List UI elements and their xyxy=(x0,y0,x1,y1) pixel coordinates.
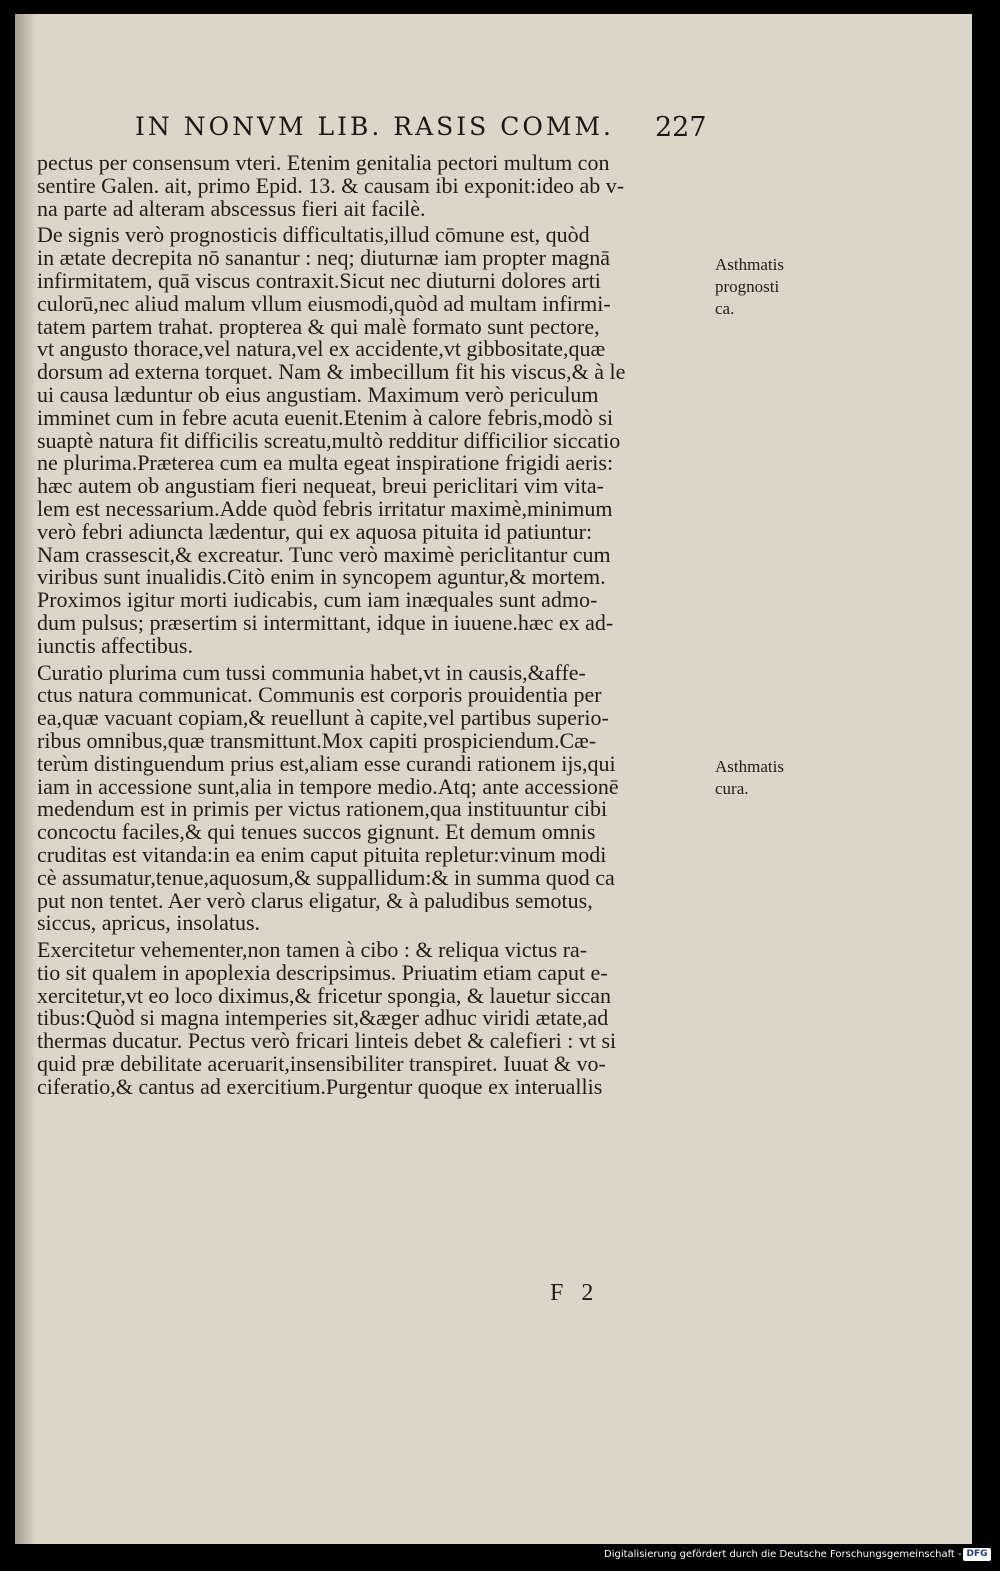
margin-note-cura xyxy=(715,756,825,800)
margin-note-line: prognosti xyxy=(715,277,780,296)
text-line: iunctis affectibus. xyxy=(37,634,193,658)
text-line: Curatio plurima cum tussi communia habet,vt in causis,&affe- xyxy=(37,661,586,685)
text-line: infirmitatem, quā viscus contraxit.Sicut nec diuturni dolores arti xyxy=(37,269,601,293)
text-line: dum pulsus; præsertim si intermittant, idque in iuuene.hæc ex ad- xyxy=(37,611,614,635)
text-line: De signis verò prognosticis difficultatis,illud cōmune est, quòd xyxy=(37,224,590,248)
text-line: pectus per consensum vteri. Etenim genitalia pectori multum con xyxy=(37,152,610,175)
margin-note-line: Asthmatis xyxy=(715,255,784,274)
text-line: ctus natura communicat. Communis est corporis prouidentia per xyxy=(37,684,602,708)
text-line: sentire Galen. ait, primo Epid. 13. & causam ibi exponit:ideo ab v- xyxy=(37,174,625,198)
text-line: hæc autem ob angustiam fieri nequeat, breui periclitari vim vita- xyxy=(37,475,604,498)
text-line: imminet cum in febre acuta euenit.Etenim à calore febris,modò si xyxy=(37,406,614,430)
text-line: ui causa læduntur ob eius angustiam. Maximum verò periculum xyxy=(37,383,599,407)
text-line: tibus:Quòd si magna intemperies sit,&æger adhuc viridi ætate,ad xyxy=(37,1007,609,1031)
text-line: iam in accessione sunt,alia in tempore medio.Atq; ante accessionē xyxy=(37,775,619,799)
digitization-credit: Digitalisierung gefördert durch die Deutsche Forschungsgemeinschaft - xyxy=(604,1549,962,1560)
text-line: concoctu faciles,& qui tenues succos gignunt. Et demum omnis xyxy=(37,821,596,844)
text-line: Nam crassescit,& excreatur. Tunc verò maximè periclitantur cum xyxy=(37,543,611,567)
text-line: terùm distinguendum prius est,aliam esse curandi rationem ijs,qui xyxy=(37,752,616,776)
book-page xyxy=(15,14,972,1544)
text-line: viribus sunt inualidis.Citò enim in syncopem aguntur,& mortem. xyxy=(37,566,606,590)
text-line: ciferatio,& cantus ad exercitium.Purgentur quoque ex interuallis xyxy=(37,1075,603,1099)
text-line: Proximos igitur morti iudicabis, cum iam inæquales sunt admo- xyxy=(37,589,598,612)
margin-note-line: ca. xyxy=(715,299,735,318)
margin-note-prognostica xyxy=(715,254,825,320)
text-line: vt angusto thorace,vel natura,vel ex accidente,vt gibbositate,quæ xyxy=(37,338,606,362)
text-line: lem est necessarium.Adde quòd febris irritatur maximè,minimum xyxy=(37,497,613,521)
page-number: 227 xyxy=(655,112,707,143)
body-text xyxy=(37,152,727,1099)
margin-note-line: Asthmatis xyxy=(715,757,784,776)
text-line: thermas ducatur. Pectus verò fricari linteis debet & calefieri : vt si xyxy=(37,1030,617,1054)
text-line: in ætate decrepita nō sanantur : neq; diuturnæ iam propter magnā xyxy=(37,247,611,270)
text-line: ne plurima.Præterea cum ea multa egeat inspiratione frigidi aeris: xyxy=(37,452,614,476)
text-line: siccus, apricus, insolatus. xyxy=(37,912,261,936)
dfg-logo: DFG xyxy=(963,1548,991,1561)
text-line: cè assumatur,tenue,aquosum,& suppallidum:& in summa quod ca xyxy=(37,866,615,890)
text-line: put non tentet. Aer verò clarus eligatur, & à paludibus semotus, xyxy=(37,889,593,913)
text-line: cruditas est vitanda:in ea enim caput pituita repletur:vinum modi xyxy=(37,843,607,867)
text-line: ribus omnibus,quæ transmittunt.Mox capiti prospiciendum.Cæ- xyxy=(37,729,597,753)
text-line: culorū,nec aliud malum vllum eiusmodi,quòd ad multam infirmi- xyxy=(37,292,611,316)
text-line: quid præ debilitate aceruarit,insensibiliter transpiret. Iuuat & vo- xyxy=(37,1053,606,1076)
text-line: na parte ad alteram abscessus fieri ait facilè. xyxy=(37,197,426,221)
text-line: ea,quæ vacuant copiam,& reuellunt à capite,vel partibus superio- xyxy=(37,707,609,730)
page-spine-shadow xyxy=(15,14,37,1544)
text-line: verò febri adiuncta lædentur, qui ex aquosa pituita id patiuntur: xyxy=(37,520,593,544)
running-title: IN NONVM LIB. RASIS COMM. xyxy=(135,112,615,141)
text-line: tio sit qualem in apoplexia descripsimus. Priuatim etiam caput e- xyxy=(37,961,608,985)
text-line: medendum est in primis per victus rationem,qua instituuntur cibi xyxy=(37,798,608,822)
signature-mark: F 2 xyxy=(550,1280,600,1306)
margin-note-line: cura. xyxy=(715,779,749,798)
text-line: Exercitetur vehementer,non tamen à cibo : & reliqua victus ra- xyxy=(37,939,588,962)
text-line: dorsum ad externa torquet. Nam & imbecillum fit his viscus,& à le xyxy=(37,361,626,384)
text-line: tatem partem trahat. propterea & qui malè formato sunt pectore, xyxy=(37,315,600,339)
text-line: xercitetur,vt eo loco diximus,& fricetur spongia, & lauetur siccan xyxy=(37,984,611,1008)
text-line: suaptè natura fit difficilis screatu,multò redditur difficilior siccatio xyxy=(37,429,621,453)
